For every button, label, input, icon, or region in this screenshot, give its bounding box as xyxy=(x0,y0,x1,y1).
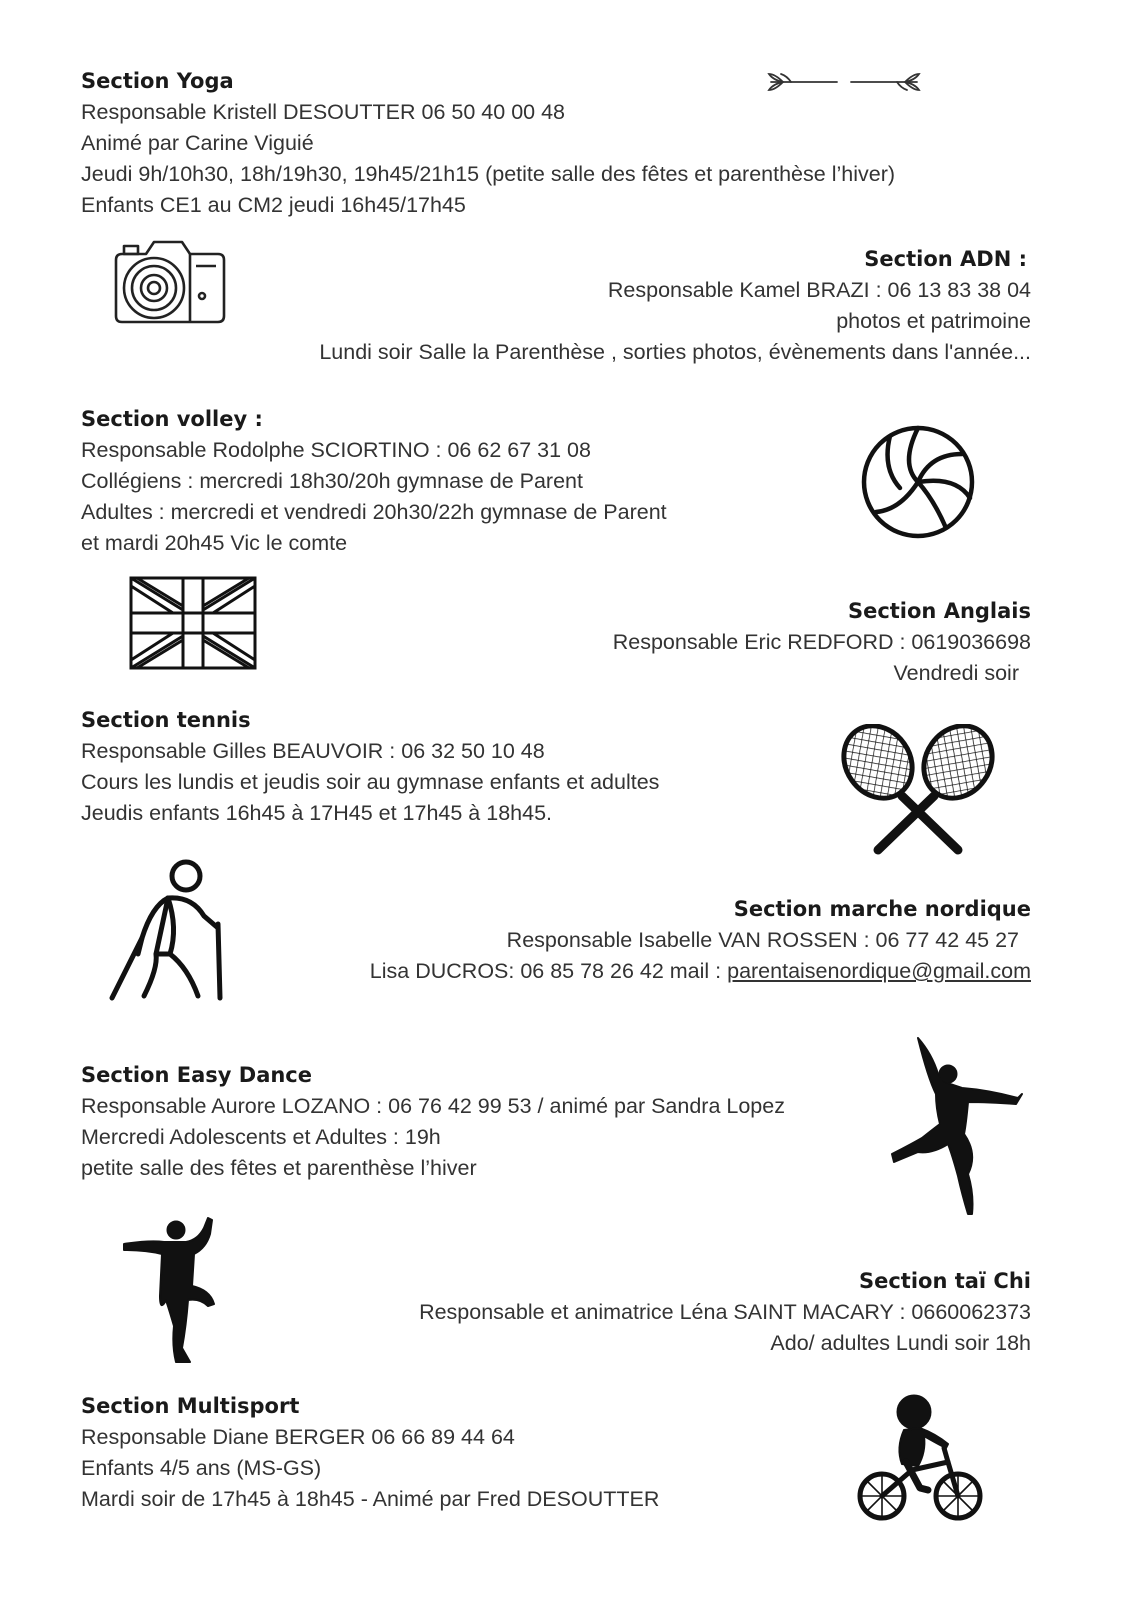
section-line: Responsable Kristell DESOUTTER 06 50 40 00 48 xyxy=(81,100,565,124)
section-line: Animé par Carine Viguié xyxy=(81,131,314,155)
section-line: Mardi soir de 17h45 à 18h45 - Animé par Fred DESOUTTER xyxy=(81,1487,660,1511)
section-adn xyxy=(319,244,1031,368)
section-tai-chi xyxy=(419,1266,1031,1359)
section-line: Responsable et animatrice Léna SAINT MACARY : 0660062373 xyxy=(419,1300,1031,1324)
section-title: Section Easy Dance xyxy=(81,1063,312,1087)
child-bike-icon xyxy=(856,1392,986,1524)
section-line: Jeudi 9h/10h30, 18h/19h30, 19h45/21h15 (petite salle des fêtes et parenthèse l’hiver) xyxy=(81,162,896,186)
email-link[interactable]: parentaisenordique@gmail.com xyxy=(727,959,1031,983)
section-title: Section ADN : xyxy=(864,247,1027,271)
section-line: Collégiens : mercredi 18h30/20h gymnase de Parent xyxy=(81,469,583,493)
section-title: Section volley : xyxy=(81,407,263,431)
section-line: Lundi soir Salle la Parenthèse , sorties photos, évènements dans l'année... xyxy=(319,340,1031,364)
section-yoga xyxy=(81,66,895,221)
section-title: Section marche nordique xyxy=(733,897,1031,921)
contact-text: Lisa DUCROS: 06 85 78 26 42 mail : xyxy=(369,959,728,983)
section-line: Responsable Aurore LOZANO : 06 76 42 99 53 / animé par Sandra Lopez xyxy=(81,1094,785,1118)
section-title: Section Multisport xyxy=(81,1394,300,1418)
section-line: Responsable Kamel BRAZI : 06 13 83 38 04 xyxy=(607,278,1031,302)
section-anglais xyxy=(613,596,1031,689)
section-line: et mardi 20h45 Vic le comte xyxy=(81,531,348,555)
section-line: photos et patrimoine xyxy=(836,309,1031,333)
section-line: Responsable Isabelle VAN ROSSEN : 06 77 42 45 27 xyxy=(506,928,1019,952)
section-line: Cours les lundis et jeudis soir au gymnase enfants et adultes xyxy=(81,770,660,794)
section-line: Responsable Rodolphe SCIORTINO : 06 62 67 31 08 xyxy=(81,438,591,462)
section-line: Vendredi soir xyxy=(893,661,1019,685)
section-volley xyxy=(81,404,667,559)
section-tennis xyxy=(81,705,659,829)
section-title: Section taï Chi xyxy=(858,1269,1031,1293)
volleyball-icon xyxy=(860,424,976,540)
section-line: Responsable Eric REDFORD : 0619036698 xyxy=(612,630,1031,654)
section-title: Section tennis xyxy=(81,708,251,732)
nordic-walker-icon xyxy=(108,858,232,1002)
section-line: Responsable Diane BERGER 06 66 89 44 64 xyxy=(81,1425,515,1449)
section-line: Ado/ adultes Lundi soir 18h xyxy=(770,1331,1031,1355)
section-line: Enfants CE1 au CM2 jeudi 16h45/17h45 xyxy=(81,193,466,217)
section-multisport xyxy=(81,1391,659,1515)
section-title: Section Yoga xyxy=(81,69,234,93)
section-title: Section Anglais xyxy=(847,599,1031,623)
section-line: Responsable Gilles BEAUVOIR : 06 32 50 10 48 xyxy=(81,739,545,763)
dancer-icon xyxy=(888,1034,1028,1220)
tennis-rackets-icon xyxy=(838,724,998,856)
section-line: petite salle des fêtes et parenthèse l’hiver xyxy=(81,1156,477,1180)
section-line xyxy=(370,956,1031,987)
camera-icon xyxy=(110,232,230,330)
section-easy-dance xyxy=(81,1060,785,1184)
section-marche-nordique xyxy=(370,894,1031,987)
tai-chi-icon xyxy=(120,1216,220,1366)
section-line: Adultes : mercredi et vendredi 20h30/22h gymnase de Parent xyxy=(81,500,667,524)
section-line: Mercredi Adolescents et Adultes : 19h xyxy=(81,1125,441,1149)
section-line: Enfants 4/5 ans (MS-GS) xyxy=(81,1456,322,1480)
uk-flag-icon xyxy=(129,576,257,670)
section-line: Jeudis enfants 16h45 à 17H45 et 17h45 à 18h45. xyxy=(81,801,552,825)
